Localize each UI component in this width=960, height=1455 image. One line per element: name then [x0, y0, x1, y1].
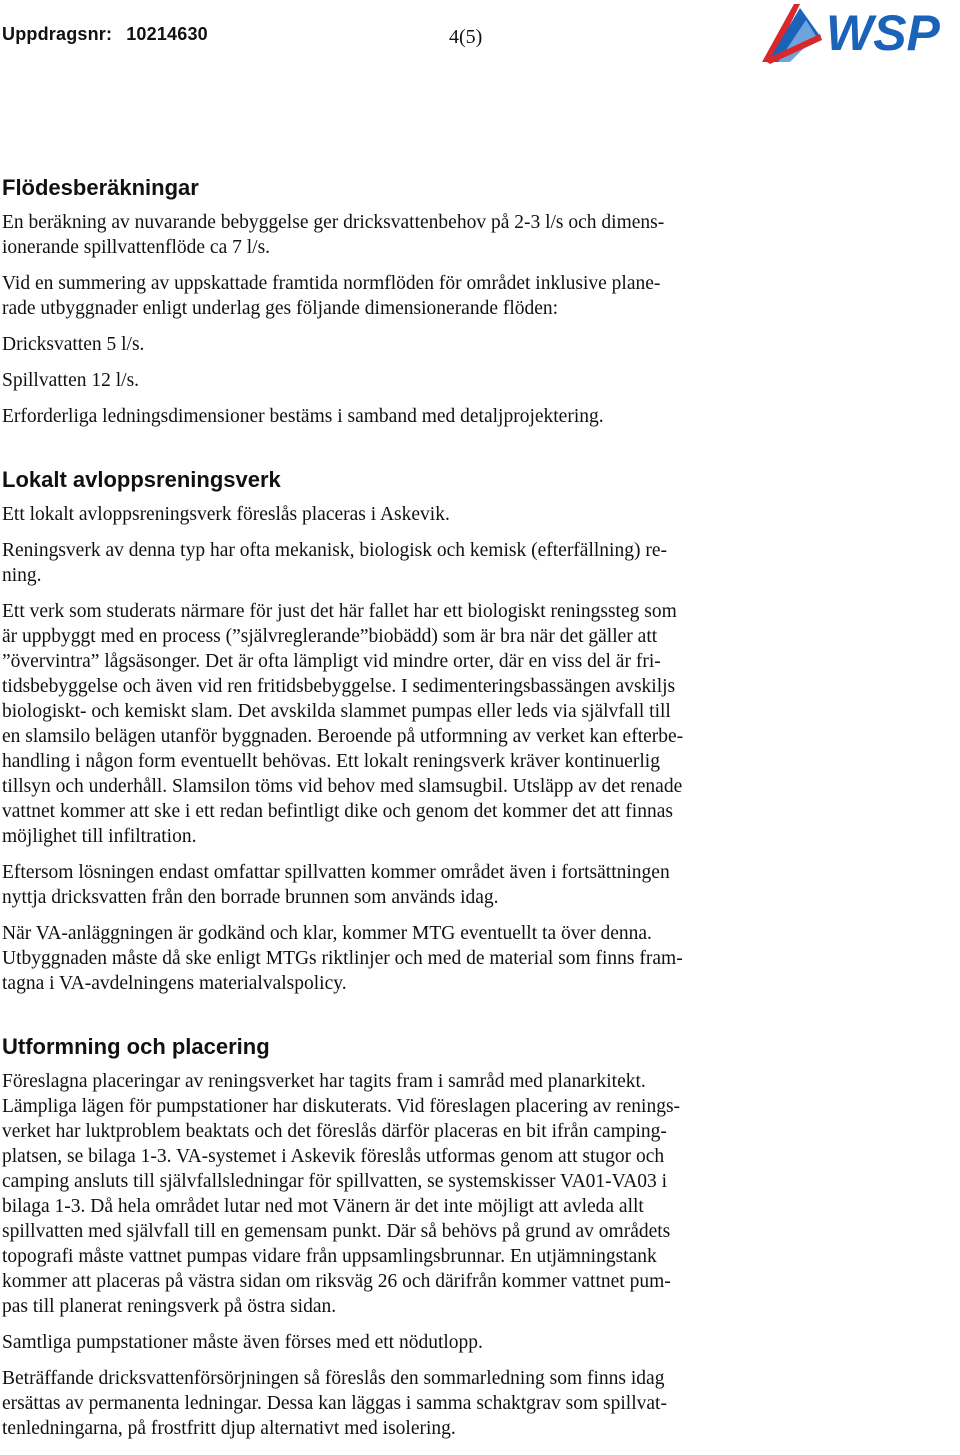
- paragraph-line: tagna i VA-avdelningens materialvalspolicy.: [2, 973, 347, 994]
- paragraph-line: vattnet kommer att ske i ett redan befintligt dike och genom det kommer det att finnas: [2, 801, 673, 822]
- section-heading: Flödesberäkningar: [2, 175, 199, 200]
- paragraph-line: topografi måste vattnet pumpas vidare från uppsamlingsbrunnar. En utjämningstank: [2, 1246, 657, 1267]
- assignment-label: Uppdragsnr:: [2, 24, 113, 44]
- paragraph-line: Spillvatten 12 l/s.: [2, 370, 140, 391]
- paragraph: [2, 1069, 757, 1319]
- paragraph-line: Ett verk som studerats närmare för just det här fallet har ett biologiskt reningssteg som: [2, 601, 677, 622]
- paragraph-line: ionerande spillvattenflöde ca 7 l/s.: [2, 237, 271, 258]
- paragraph-line: platsen, se bilaga 1-3. VA-systemet i Askevik föreslås utformas genom att stugor och: [2, 1146, 665, 1167]
- paragraph-line: verket har luktproblem beaktats och det föreslås därför placeras en bit ifrån camping-: [2, 1121, 667, 1142]
- paragraph-line: ersättas av permanenta ledningar. Dessa kan läggas i samma schaktgrav som spillvat-: [2, 1393, 667, 1414]
- document-header: [2, 24, 208, 45]
- paragraph: [2, 538, 757, 588]
- paragraph-line: Dricksvatten 5 l/s.: [2, 334, 145, 355]
- paragraph-line: tillsyn och underhåll. Slamsilon töms vid behov med slamsugbil. Utsläpp av det renade: [2, 776, 683, 797]
- paragraph: [2, 1330, 757, 1355]
- paragraph: [2, 271, 757, 321]
- paragraph-line: Föreslagna placeringar av reningsverket har tagits fram i samråd med planarkitekt.: [2, 1071, 646, 1092]
- paragraph-line: Reningsverk av denna typ har ofta mekanisk, biologisk och kemisk (efterfällning) re-: [2, 540, 667, 561]
- paragraph-line: bilaga 1-3. Då hela området lutar ned mot Vänern är det inte möjligt att avleda allt: [2, 1196, 644, 1217]
- wsp-logo: [760, 0, 960, 66]
- paragraph: [2, 860, 757, 910]
- paragraph-line: spillvatten med självfall till en gemensam punkt. Där så behövs på grund av områdets: [2, 1221, 671, 1242]
- paragraph-line: När VA-anläggningen är godkänd och klar, kommer MTG eventuellt ta över denna.: [2, 923, 652, 944]
- section-heading: Lokalt avloppsreningsverk: [2, 467, 281, 492]
- paragraph-line: tidsbebyggelse och även vid ren fritidsbebyggelse. I sedimenteringsbassängen avskiljs: [2, 676, 676, 697]
- paragraph: [2, 599, 757, 849]
- paragraph-line: nyttja dricksvatten från den borrade brunnen som används idag.: [2, 887, 499, 908]
- section-heading: Utformning och placering: [2, 1034, 270, 1059]
- paragraph-line: Lämpliga lägen för pumpstationer har diskuterats. Vid föreslagen placering av renings-: [2, 1096, 681, 1117]
- paragraph-line: En beräkning av nuvarande bebyggelse ger dricksvattenbehov på 2-3 l/s och dimens-: [2, 212, 665, 233]
- paragraph: [2, 921, 757, 996]
- paragraph-line: pas till planerat reningsverk på östra sidan.: [2, 1296, 337, 1317]
- paragraph-line: Eftersom lösningen endast omfattar spillvatten kommer området även i fortsättningen: [2, 862, 670, 883]
- paragraph-line: tenledningarna, på frostfritt djup alternativt med isolering.: [2, 1418, 456, 1439]
- document-body: [2, 174, 757, 1452]
- paragraph-line: biologiskt- och kemiskt slam. Det avskilda slammet pumpas eller leds via självfall till: [2, 701, 671, 722]
- paragraph-line: Erforderliga ledningsdimensioner bestäms i samband med detaljprojektering.: [2, 406, 604, 427]
- paragraph-line: en slamsilo belägen utanför byggnaden. Beroende på utformning av verket kan efterbe-: [2, 726, 684, 747]
- paragraph-line: Vid en summering av uppskattade framtida normflöden för området inklusive plane-: [2, 273, 661, 294]
- paragraph-line: Samtliga pumpstationer måste även förses med ett nödutlopp.: [2, 1332, 483, 1353]
- paragraph: [2, 210, 757, 260]
- wsp-logo-text: WSP: [826, 5, 940, 61]
- paragraph: [2, 502, 757, 527]
- paragraph: [2, 404, 757, 429]
- paragraph-line: kommer att placeras på västra sidan om riksväg 26 och därifrån kommer vattnet pum-: [2, 1271, 671, 1292]
- assignment-number: 10214630: [126, 24, 208, 44]
- paragraph: [2, 1366, 757, 1441]
- paragraph-line: ”övervintra” lågsäsonger. Det är ofta lämpligt vid mindre orter, där en viss del är fri-: [2, 651, 661, 672]
- paragraph: [2, 332, 757, 357]
- paragraph-line: handling i någon form eventuellt behövas. Ett lokalt reningsverk kräver kontinuerlig: [2, 751, 660, 772]
- paragraph-line: Utbyggnaden måste då ske enligt MTGs riktlinjer och med de material som finns fram-: [2, 948, 683, 969]
- wsp-logo-mark: [762, 4, 822, 64]
- paragraph-line: Beträffande dricksvattenförsörjningen så föreslås den sommarledning som finns idag: [2, 1368, 665, 1389]
- paragraph-line: ning.: [2, 565, 42, 586]
- paragraph-line: camping ansluts till självfallsledningar för spillvatten, se systemskisser VA01-VA03 i: [2, 1171, 668, 1192]
- page-number: 4(5): [449, 26, 483, 48]
- paragraph: [2, 368, 757, 393]
- paragraph-line: Ett lokalt avloppsreningsverk föreslås placeras i Askevik.: [2, 504, 450, 525]
- paragraph-line: möjlighet till infiltration.: [2, 826, 197, 847]
- paragraph-line: rade utbyggnader enligt underlag ges följande dimensionerande flöden:: [2, 298, 559, 319]
- paragraph-line: är uppbyggt med en process (”självreglerande”biobädd) som är bra när det gäller att: [2, 626, 658, 647]
